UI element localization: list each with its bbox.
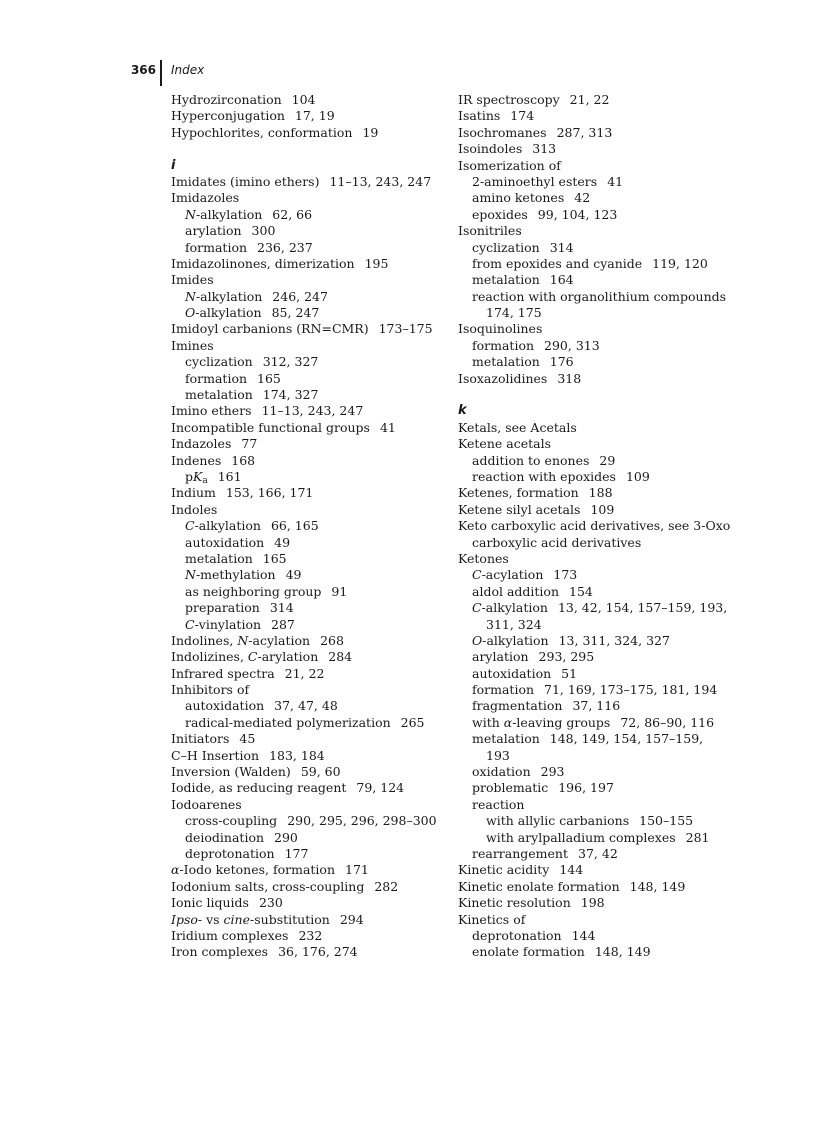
section-letter: k [458, 403, 467, 419]
index-term: Isoindoles [458, 141, 523, 157]
index-entry [458, 158, 733, 174]
page-references: 196, 197 [558, 780, 614, 796]
index-term: with α-leaving groups [472, 714, 611, 730]
index-entry [171, 502, 446, 518]
index-term: N-methylation [185, 567, 276, 583]
page-references: 232 [298, 927, 323, 943]
index-term: cross-coupling [185, 813, 278, 829]
index-term: Initiators [171, 731, 230, 747]
index-entry [458, 436, 733, 452]
index-subentry [171, 371, 446, 387]
index-term: C-vinylation [185, 616, 262, 632]
index-subentry [171, 584, 446, 600]
index-term: formation [472, 337, 535, 353]
page-references: 287, 313 [556, 124, 613, 140]
page-references: 171 [345, 862, 369, 878]
index-subentry [171, 715, 446, 731]
page-references: 293 [540, 764, 565, 780]
page-references: 144 [559, 862, 584, 878]
index-entry [171, 420, 446, 436]
page-references: 148, 149 [629, 878, 686, 894]
page-references: 294 [339, 911, 364, 927]
index-term: metalation [185, 550, 253, 566]
index-column-left [171, 92, 446, 961]
page-references: 198 [580, 895, 605, 911]
index-term: Isoxazolidines [458, 370, 548, 386]
index-term: Iodoarenes [171, 796, 242, 812]
page-references: 268 [320, 632, 344, 648]
index-term: 2-aminoethyl esters [472, 173, 598, 189]
index-subentry [458, 633, 733, 649]
index-entry [171, 403, 446, 419]
index-term: Ketene silyl acetals [458, 501, 581, 517]
index-entry [171, 797, 446, 813]
index-subentry [458, 256, 733, 272]
index-subentry [458, 354, 733, 370]
page-references: 293, 295 [538, 649, 595, 665]
index-subentry [458, 240, 733, 256]
page-references: 265 [400, 714, 425, 730]
index-entry [171, 764, 446, 780]
page-references: 165 [262, 550, 287, 566]
index-continuation [458, 748, 733, 764]
page-references: 59, 60 [300, 764, 341, 780]
index-term: Imidazolinones, dimerization [171, 255, 355, 271]
page-references: 177 [284, 845, 309, 861]
index-term: metalation [185, 387, 253, 403]
page-references: 144 [571, 927, 596, 943]
page-references: 153, 166, 171 [225, 485, 314, 501]
index-term: Kinetic enolate formation [458, 878, 620, 894]
page-references: 318 [557, 370, 582, 386]
index-entry [171, 895, 446, 911]
page-references: 314 [549, 239, 574, 255]
index-term: Imidazoles [171, 190, 240, 206]
index-subentry [458, 190, 733, 206]
page-references: 148, 149 [594, 944, 651, 960]
page-references: 148, 149, 154, 157–159, [549, 731, 704, 747]
index-entry [171, 928, 446, 944]
index-subentry [458, 453, 733, 469]
index-term: addition to enones [472, 452, 590, 468]
page-references: 77 [241, 436, 258, 452]
section-gap [171, 141, 446, 157]
index-subentry [171, 518, 446, 534]
index-column-right [458, 92, 733, 961]
index-term: autoxidation [185, 698, 265, 714]
page-references: 49 [274, 534, 291, 550]
page-references: 314 [269, 600, 294, 616]
index-term: amino ketones [472, 190, 565, 206]
index-entry [171, 436, 446, 452]
page-references: 312, 327 [262, 354, 319, 370]
index-term: Imines [171, 337, 214, 353]
page-references: 313 [532, 141, 557, 157]
page-references: 19 [362, 124, 379, 140]
index-entry [458, 223, 733, 239]
page-references: 282 [374, 878, 399, 894]
page-references: 284 [328, 649, 353, 665]
index-term: metalation [472, 272, 540, 288]
index-subentry [171, 551, 446, 567]
index-term: reaction [472, 796, 525, 812]
index-term: O-alkylation [472, 632, 549, 648]
index-term: Indium [171, 485, 216, 501]
index-term: Kinetics of [458, 911, 526, 927]
index-term: N-alkylation [185, 288, 263, 304]
index-term: O-alkylation [185, 305, 262, 321]
index-term: $pK_a$ [185, 468, 208, 486]
index-term: Isomerization of [458, 157, 561, 173]
index-term: 174, 175 [486, 305, 542, 321]
index-term: Isoquinolines [458, 321, 543, 337]
index-term: Ionic liquids [171, 895, 249, 911]
page-references: 42 [574, 190, 591, 206]
index-term: Ketals, see Acetals [458, 419, 577, 435]
index-term: autoxidation [472, 665, 552, 681]
index-term: Imino ethers [171, 403, 252, 419]
page-references: 290, 295, 296, 298–300 [287, 813, 437, 829]
index-term: formation [185, 239, 248, 255]
page-references: 119, 120 [652, 255, 708, 271]
page-references: 37, 47, 48 [274, 698, 338, 714]
page-references: 41 [379, 419, 396, 435]
index-term: C-acylation [472, 567, 544, 583]
index-term: deiodination [185, 829, 265, 845]
page-references: 188 [588, 485, 613, 501]
index-subentry [458, 698, 733, 714]
index-subentry [171, 240, 446, 256]
index-entry [458, 518, 733, 534]
index-term: autoxidation [185, 534, 265, 550]
page-references: 173–175 [378, 321, 433, 337]
page-references: 195 [364, 255, 389, 271]
page-references: 150–155 [639, 813, 694, 829]
index-subentry [458, 469, 733, 485]
page-references: 161 [217, 468, 242, 484]
index-entry [171, 338, 446, 354]
index-term: rearrangement [472, 845, 569, 861]
page-references: 174 [510, 108, 535, 124]
index-term: arylation [185, 223, 242, 239]
index-entry [171, 944, 446, 960]
page-references: 37, 116 [572, 698, 621, 714]
page-references: 164 [549, 272, 574, 288]
index-entry [458, 879, 733, 895]
index-subentry [171, 830, 446, 846]
index-term: C-alkylation [472, 600, 548, 616]
index-subentry [458, 764, 733, 780]
running-title: Index [171, 63, 205, 77]
page-references: 66, 165 [270, 518, 319, 534]
index-entry [171, 666, 446, 682]
index-term: Hypochlorites, conformation [171, 124, 353, 140]
index-subentry [458, 780, 733, 796]
index-entry [171, 682, 446, 698]
index-continuation [458, 305, 733, 321]
index-term: Indazoles [171, 436, 232, 452]
index-term: Ipso- vs cine-substitution [171, 911, 330, 927]
index-term: Isonitriles [458, 223, 522, 239]
index-term: fragmentation [472, 698, 563, 714]
index-term: with arylpalladium complexes [486, 829, 676, 845]
index-term: Iridium complexes [171, 927, 289, 943]
index-subentry [458, 567, 733, 583]
page-references: 300 [251, 223, 276, 239]
section-gap [458, 387, 733, 403]
page-number: 366 [130, 63, 156, 77]
page-references: 71, 169, 173–175, 181, 194 [544, 682, 718, 698]
index-entry [171, 731, 446, 747]
index-term: deprotonation [185, 845, 275, 861]
index-entry [458, 485, 733, 501]
index-subentry [171, 289, 446, 305]
index-term: epoxides [472, 206, 528, 222]
index-entry [458, 141, 733, 157]
page-references: 13, 42, 154, 157–159, 193, [557, 600, 728, 616]
index-subentry [458, 207, 733, 223]
page-references: 41 [607, 173, 624, 189]
index-term: Indolizines, C-arylation [171, 649, 319, 665]
index-term: Kinetic acidity [458, 862, 550, 878]
index-term: Iron complexes [171, 944, 269, 960]
index-term: Hydrozirconation [171, 92, 282, 107]
index-entry [458, 371, 733, 387]
index-term: Iodonium salts, cross-coupling [171, 878, 365, 894]
index-term: Incompatible functional groups [171, 419, 370, 435]
index-entry [171, 633, 446, 649]
page-references: 45 [239, 731, 256, 747]
page-references: 91 [331, 583, 348, 599]
index-entry [458, 895, 733, 911]
index-subentry [458, 289, 733, 305]
page-references: 36, 176, 274 [278, 944, 358, 960]
index-subentry [458, 830, 733, 846]
index-subentry [171, 567, 446, 583]
index-subentry [171, 535, 446, 551]
page-references: 13, 311, 324, 327 [558, 632, 670, 648]
page-references: 62, 66 [272, 206, 313, 222]
page-references: 290 [274, 829, 298, 845]
page-references: 183, 184 [269, 747, 325, 763]
index-entry [458, 108, 733, 124]
index-term: Ketones [458, 550, 509, 566]
page-references: 37, 42 [578, 845, 618, 861]
index-entry [458, 912, 733, 928]
page-references: 246, 247 [272, 288, 328, 304]
index-term: preparation [185, 600, 260, 616]
index-term: Infrared spectra [171, 665, 275, 681]
index-term: as neighboring group [185, 583, 322, 599]
index-term: aldol addition [472, 583, 559, 599]
index-subentry [458, 731, 733, 747]
index-subentry [458, 584, 733, 600]
index-subentry [458, 846, 733, 862]
index-subentry [458, 174, 733, 190]
index-entry [171, 485, 446, 501]
index-entry [171, 780, 446, 796]
page-references: 11–13, 243, 247 [261, 403, 364, 419]
page-references: 236, 237 [257, 239, 313, 255]
index-subentry [458, 338, 733, 354]
index-term: Indolines, N-acylation [171, 632, 311, 648]
index-entry [171, 453, 446, 469]
index-entry [458, 321, 733, 337]
index-subentry [171, 207, 446, 223]
index-term: IR spectroscopy [458, 92, 560, 107]
index-term: Isochromanes [458, 124, 547, 140]
index-term: cyclization [472, 239, 540, 255]
page-references: 72, 86–90, 116 [620, 714, 715, 730]
page-references: 29 [599, 452, 616, 468]
index-subentry [171, 813, 446, 829]
index-term: 311, 324 [486, 616, 542, 632]
index-term: arylation [472, 649, 529, 665]
index-entry [171, 174, 446, 190]
index-subentry [171, 305, 446, 321]
index-term: Ketenes, formation [458, 485, 579, 501]
index-term: Imides [171, 272, 214, 288]
index-term: carboxylic acid derivatives [472, 534, 642, 550]
index-entry [171, 748, 446, 764]
index-term: reaction with organolithium compounds [472, 288, 727, 304]
index-entry [171, 912, 446, 928]
index-term: reaction with epoxides [472, 468, 616, 484]
index-entry [171, 862, 446, 878]
index-term: Ketene acetals [458, 436, 551, 452]
index-term: Iodide, as reducing reagent [171, 780, 347, 796]
page-references: 176 [549, 354, 574, 370]
page-references: 99, 104, 123 [537, 206, 618, 222]
page-references: 168 [231, 452, 256, 468]
index-entry [458, 502, 733, 518]
index-entry [171, 92, 446, 108]
index-subentry [458, 600, 733, 616]
page-references: 85, 247 [271, 305, 320, 321]
index-entry [458, 125, 733, 141]
page-references: 165 [257, 370, 281, 386]
index-term: 193 [486, 747, 510, 763]
index-term: cyclization [185, 354, 253, 370]
index-entry [171, 272, 446, 288]
index-term: C-alkylation [185, 518, 261, 534]
index-entry [458, 551, 733, 567]
page-references: 290, 313 [544, 337, 600, 353]
index-term: Imidates (imino ethers) [171, 173, 320, 189]
index-subentry [171, 600, 446, 616]
index-term: metalation [472, 731, 540, 747]
index-subentry [171, 698, 446, 714]
index-term: deprotonation [472, 927, 562, 943]
index-term: metalation [472, 354, 540, 370]
index-entry [458, 420, 733, 436]
page-references: 11–13, 243, 247 [329, 173, 432, 189]
index-term: α-Iodo ketones, formation [171, 862, 336, 878]
page-references: 154 [569, 583, 593, 599]
page-references: 109 [625, 468, 650, 484]
index-entry [171, 879, 446, 895]
index-term: N-alkylation [185, 206, 263, 222]
index-subentry [458, 797, 733, 813]
index-term: radical-mediated polymerization [185, 714, 391, 730]
index-term: formation [185, 370, 248, 386]
page-references: 17, 19 [294, 108, 335, 124]
index-subentry [458, 715, 733, 731]
index-subentry [458, 944, 733, 960]
section-letter: i [171, 157, 176, 173]
index-entry [171, 256, 446, 272]
page-references: 173 [553, 567, 578, 583]
index-term: Keto carboxylic acid derivatives, see 3-Oxo [458, 518, 731, 534]
page-references: 51 [561, 665, 578, 681]
index-term: Indenes [171, 452, 222, 468]
page-references: 49 [285, 567, 302, 583]
index-term: Isatins [458, 108, 501, 124]
index-term: Inhibitors of [171, 682, 250, 698]
index-term: from epoxides and cyanide [472, 255, 643, 271]
index-subentry [171, 846, 446, 862]
page-references: 21, 22 [569, 92, 610, 107]
index-entry [458, 92, 733, 108]
index-subentry [458, 682, 733, 698]
index-subentry [458, 928, 733, 944]
page-references: 79, 124 [356, 780, 405, 796]
index-subentry [171, 469, 446, 485]
index-entry [171, 190, 446, 206]
index-continuation [458, 535, 733, 551]
index-term: Inversion (Walden) [171, 764, 291, 780]
index-entry [171, 321, 446, 337]
page-references: 21, 22 [284, 665, 325, 681]
index-term: with allylic carbanions [486, 813, 630, 829]
index-subentry [171, 354, 446, 370]
page-references: 174, 327 [262, 387, 319, 403]
page-references: 109 [590, 501, 615, 517]
index-term: Indoles [171, 501, 218, 517]
index-subentry [458, 666, 733, 682]
index-entry [171, 649, 446, 665]
index-term: C–H Insertion [171, 747, 260, 763]
index-term: Hyperconjugation [171, 108, 285, 124]
index-entry [171, 108, 446, 124]
index-subentry [458, 649, 733, 665]
index-subentry [458, 272, 733, 288]
index-subentry [458, 813, 733, 829]
index-subentry [171, 617, 446, 633]
index-entry [171, 125, 446, 141]
index-term: oxidation [472, 764, 531, 780]
index-term: Kinetic resolution [458, 895, 571, 911]
index-subentry [171, 387, 446, 403]
page-references: 281 [685, 829, 710, 845]
index-term: formation [472, 682, 535, 698]
index-subentry [171, 223, 446, 239]
index-term: problematic [472, 780, 549, 796]
page-references: 104 [291, 92, 316, 107]
page-references: 230 [258, 895, 283, 911]
page-references: 287 [271, 616, 295, 632]
index-term: enolate formation [472, 944, 585, 960]
index-continuation [458, 617, 733, 633]
index-entry [458, 862, 733, 878]
index-term: Imidoyl carbanions (RN=CMR) [171, 321, 369, 337]
header-rule [160, 60, 162, 86]
